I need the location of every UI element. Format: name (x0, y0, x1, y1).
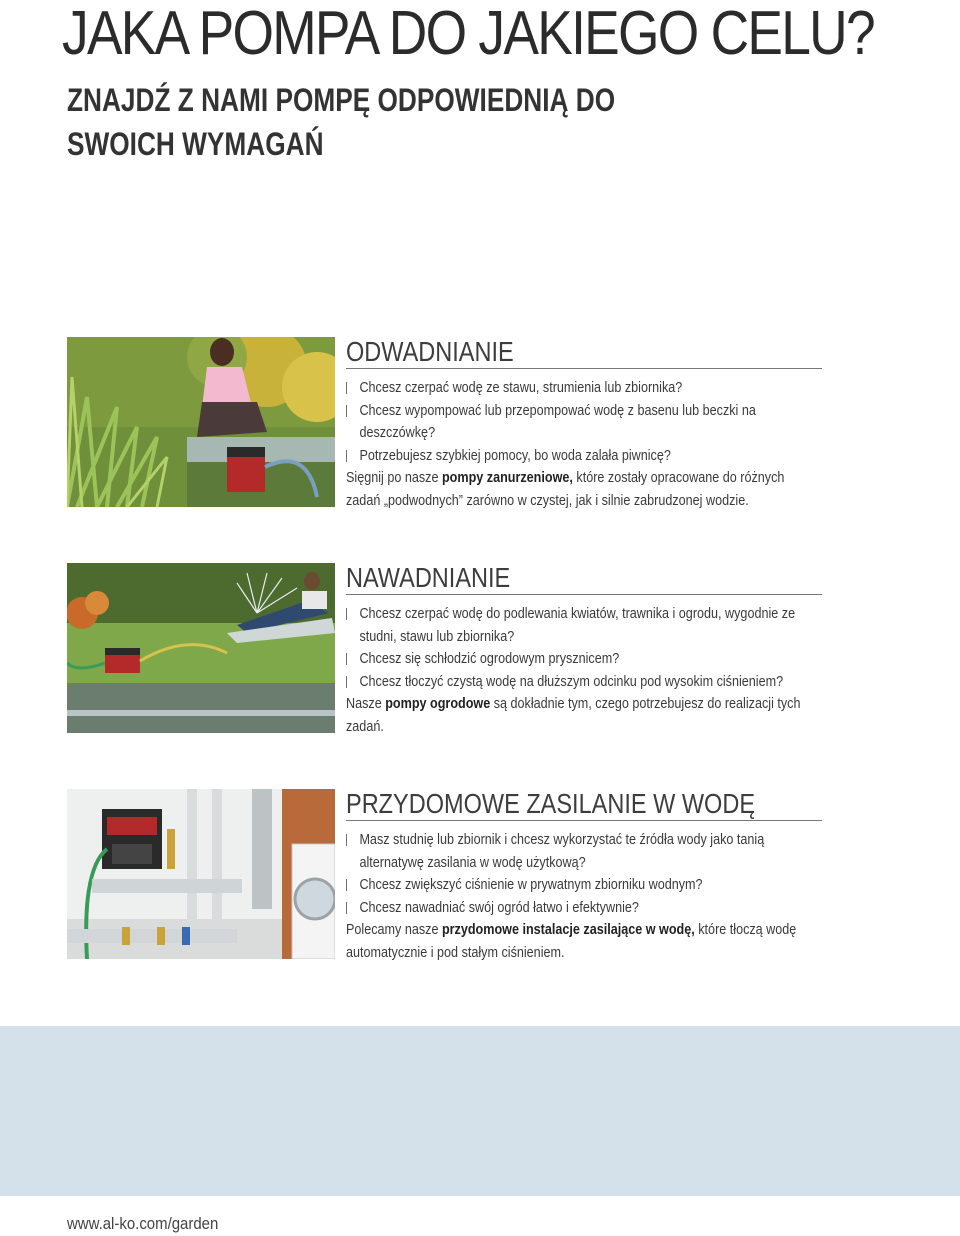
bullet-text: Chcesz się schłodzić ogrodowym prysznicem? (359, 650, 620, 668)
drainage-photo (67, 337, 335, 507)
summary-text: są dokładnie tym, czego potrzebujesz do realizacji tych zadań. (346, 695, 801, 735)
list-item (346, 874, 821, 897)
section-text (346, 829, 821, 965)
subtitle-line-2: SWOICH WYMAGAŃ (67, 126, 324, 162)
bullet-text: Chcesz czerpać wodę ze stawu, strumienia lub zbiornika? (359, 379, 683, 396)
section-domestic-water-supply (67, 789, 827, 961)
heading-rule (346, 368, 822, 369)
bullet-marker (346, 450, 347, 462)
subtitle-line-1: ZNAJDŹ Z NAMI POMPĘ ODPOWIEDNIĄ DO (67, 82, 616, 118)
summary-text: Nasze (346, 695, 386, 713)
bullet-marker (346, 382, 347, 394)
bottom-color-band (0, 1026, 960, 1196)
bullet-marker (346, 608, 347, 620)
section-text (346, 603, 821, 739)
list-item (346, 648, 821, 671)
drainage-content (346, 337, 822, 513)
garden-pump-with-sprinkler-image (67, 563, 335, 733)
page-subtitle (67, 78, 641, 166)
bullet-marker (346, 902, 347, 914)
list-item (346, 603, 821, 648)
footer-website-link[interactable]: www.al-ko.com/garden (67, 1214, 219, 1233)
bullet-marker (346, 834, 347, 846)
domestic-water-photo (67, 789, 335, 959)
list-item (346, 671, 821, 694)
bullet-text: Potrzebujesz szybkiej pomocy, bo woda zalała piwnicę? (359, 446, 671, 464)
section-drainage (67, 337, 827, 509)
heading-rule (346, 594, 822, 595)
domestic-water-content (346, 789, 822, 965)
list-item (346, 829, 821, 874)
heading-rule (346, 820, 822, 821)
domestic-waterworks-installation-image (67, 789, 335, 959)
bullet-text: Chcesz nawadniać swój ogród łatwo i efektywnie? (359, 898, 639, 916)
bullet-text: Chcesz tłoczyć czystą wodę na dłuższym odcinku pod wysokim ciśnieniem? (359, 672, 784, 690)
summary-highlight: przydomowe instalacje zasilające w wodę, (441, 921, 695, 939)
page-title: JAKA POMPA DO JAKIEGO CELU? (62, 0, 874, 68)
summary-highlight: pompy zanurzeniowe, (441, 469, 573, 487)
list-item (346, 445, 821, 468)
summary-text: Polecamy nasze (346, 921, 442, 939)
section-summary (346, 693, 821, 738)
section-irrigation (67, 563, 827, 735)
section-heading: PRZYDOMOWE ZASILANIE W WODĘ (346, 788, 756, 819)
irrigation-content (346, 563, 822, 739)
summary-highlight: pompy ogrodowe (385, 695, 491, 713)
bullet-marker (346, 879, 347, 891)
summary-text: Sięgnij po nasze (346, 469, 442, 487)
bullet-marker (346, 676, 347, 688)
list-item (346, 377, 821, 400)
section-summary (346, 919, 821, 964)
irrigation-photo (67, 563, 335, 733)
bullet-marker (346, 405, 347, 417)
summary-text: które zostały opracowane do różnych zadań „podwodnych” zarówno w czystej, jak i silnie zabrudzonej wodzie. (346, 469, 785, 509)
bullet-marker (346, 653, 347, 665)
bullet-text: Chcesz wypompować lub przepompować wodę z basenu lub beczki na deszczówkę? (359, 401, 756, 442)
list-item (346, 400, 821, 445)
section-text (346, 377, 821, 513)
list-item (346, 897, 821, 920)
section-heading: NAWADNIANIE (346, 562, 511, 593)
section-heading: ODWADNIANIE (346, 336, 514, 367)
section-summary (346, 467, 821, 512)
bullet-text: Masz studnię lub zbiornik i chcesz wykorzystać te źródła wody jako tanią alternatywę zasilania w wodę użytkową? (359, 831, 765, 871)
bullet-text: Chcesz zwiększyć ciśnienie w prywatnym zbiorniku wodnym? (359, 876, 703, 894)
summary-text: które tłoczą wodę automatycznie i pod stałym ciśnieniem. (346, 921, 797, 961)
woman-with-submersible-pump-image (67, 337, 335, 507)
bullet-text: Chcesz czerpać wodę do podlewania kwiatów, trawnika i ogrodu, wygodnie ze studni, stawu lub zbiornika? (359, 605, 796, 645)
